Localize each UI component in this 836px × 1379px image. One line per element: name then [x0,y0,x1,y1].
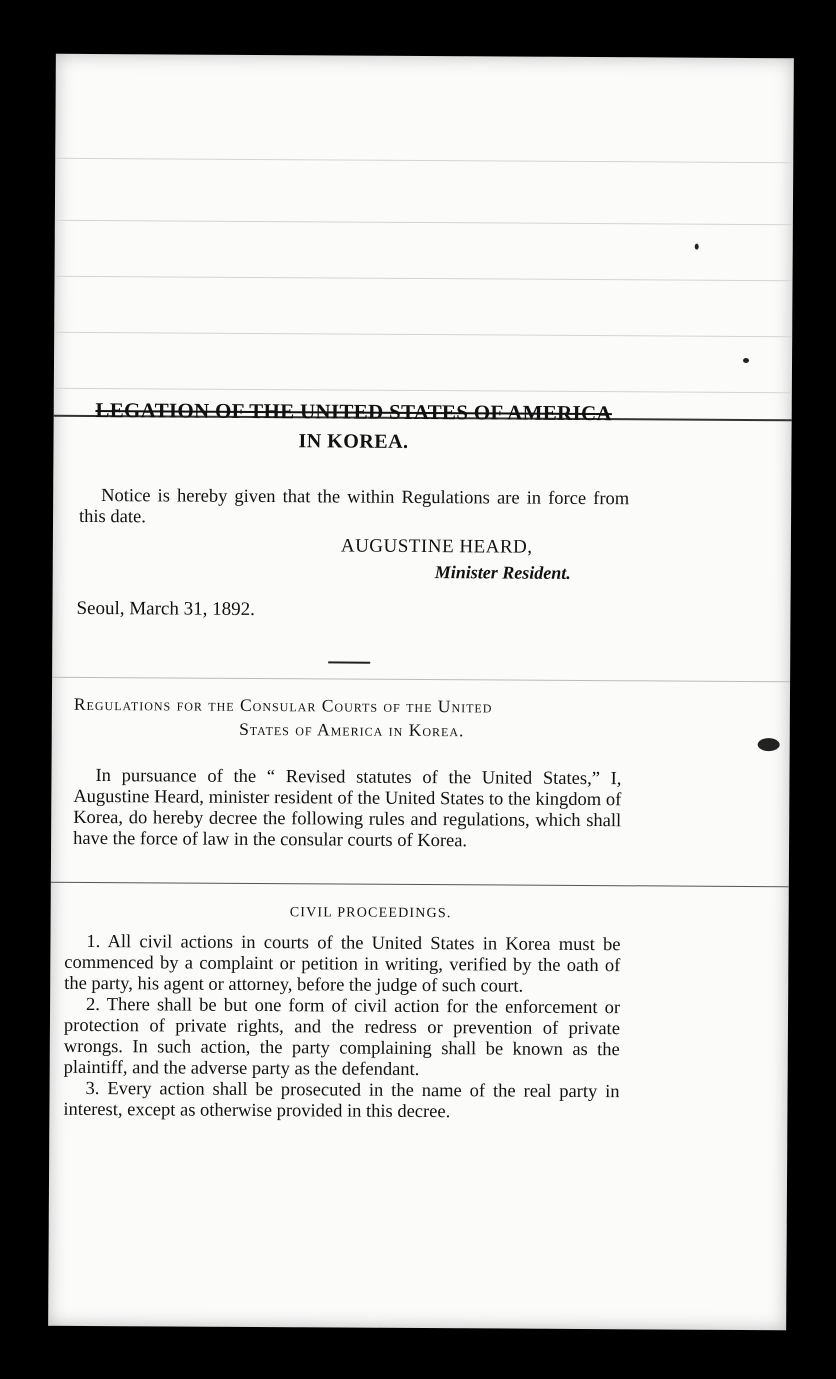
ink-blot [758,738,780,751]
ink-speck [695,244,699,250]
legation-subheading: IN KOREA. [298,430,409,453]
dateline: Seoul, March 31, 1892. [76,597,255,620]
page-ruling [54,388,792,394]
preamble-text: In pursuance of the “ Revised statutes of the United States,” I, Augustine Heard, minister resident of the United States to the kingdom of Korea, do hereby decree the following rules and regulations, which shall have the force of law in the consular courts of Korea. [73,766,622,852]
page-ruling [55,220,793,226]
page-ruling [52,677,790,683]
paragraph-3: 3. Every action shall be prosecuted in the name of the real party in interest, except as otherwise provided in this decree. [63,1078,620,1123]
page-ruling [55,158,793,164]
signatory-name: AUGUSTINE HEARD, [340,535,533,558]
regulations-title-line2: States of America in Korea. [239,718,465,741]
signatory-title: Minister Resident. [434,562,571,583]
fold-line [51,882,789,888]
section-title: CIVIL PROCEEDINGS. [289,905,452,922]
section-divider [328,661,370,663]
page-ruling [55,276,793,282]
notice-block [79,486,629,531]
preamble-block [73,766,622,853]
paragraph-2: 2. There shall be but one form of civil action for the enforcement or protection of private rights, and the redress or prevention of private wrongs. In such action, the party complaining shall be known as the plaintiff, and the adverse party as the defendant. [63,994,621,1080]
regulations-title-line1: Regulations for the Consular Courts of the United [73,693,493,717]
ink-speck [743,358,749,363]
document-page [48,54,794,1330]
paragraph-1: 1. All civil actions in courts of the United States in Korea must be commenced by a complaint or petition in writing, verified by the oath of the party, his agent or attorney, before the judge of such court. [64,931,621,997]
page-ruling [54,332,792,338]
section-body [63,932,620,1124]
legation-heading: LEGATION OF THE UNITED STATES OF AMERICA [95,398,613,426]
notice-text: Notice is hereby given that the within Regulations are in force from this date. [79,486,630,528]
